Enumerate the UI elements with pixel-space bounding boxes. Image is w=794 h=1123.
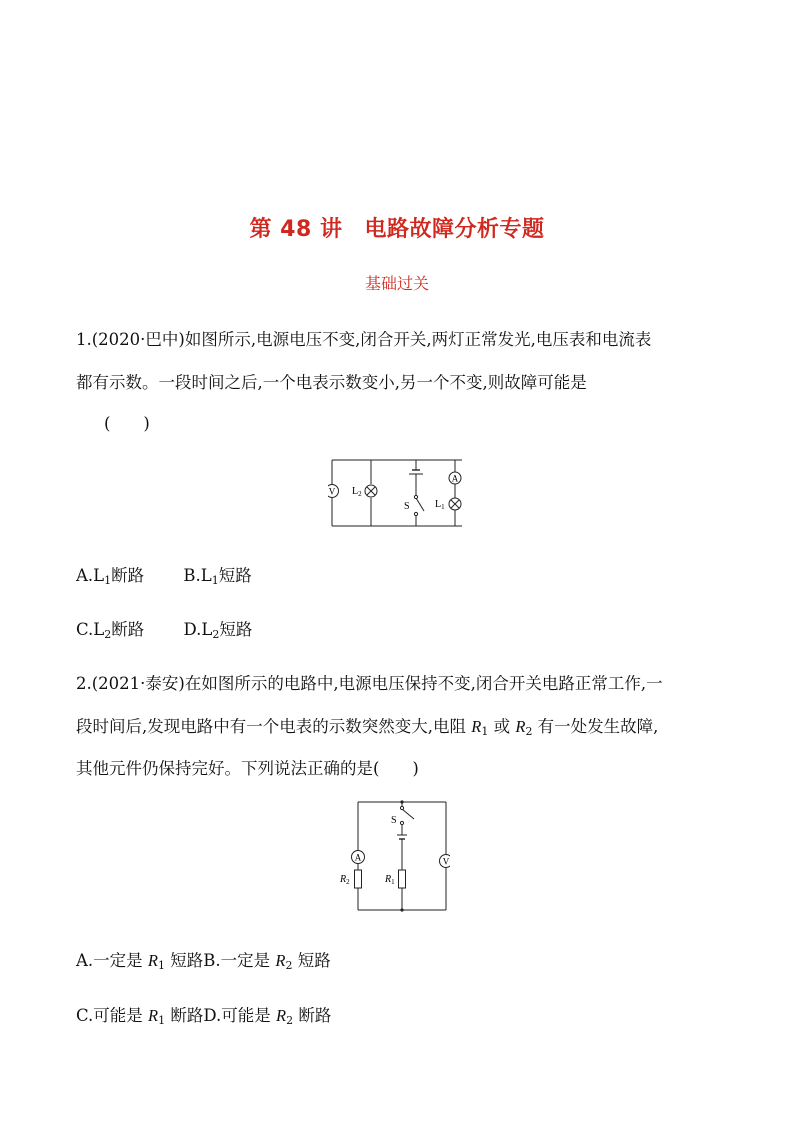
- q2-options-row1: [76, 947, 331, 971]
- q2-option-a[interactable]: A.一定是 $R_1$ 短路: [76, 951, 204, 972]
- q2-text-line1: 2.(2021·泰安)在如图所示的电路中,电源电压保持不变,闭合开关电路正常工作,一: [76, 674, 663, 693]
- q2-text-line2: 段时间后,发现电路中有一个电表的示数突然变大,电阻 $R_1$ 或 $R_2$ 有一处发生故障,: [76, 717, 659, 738]
- q2-options-row2: [76, 1002, 331, 1026]
- q1-text-line1: 1.(2020·巴中)如图所示,电源电压不变,闭合开关,两灯正常发光,电压表和电流表: [76, 330, 652, 349]
- q1-lamp2-label: $L_2$: [352, 486, 362, 498]
- lecture-number: 第 48 讲: [249, 217, 343, 242]
- q1-options-row2: [76, 616, 252, 640]
- q1-voltmeter-label: V: [328, 486, 336, 497]
- page-title: [0, 212, 794, 243]
- q2-voltmeter-label: V: [442, 856, 450, 867]
- q2-r1-label: $R_1$: [385, 874, 395, 886]
- section-heading: 基础过关: [364, 274, 429, 293]
- q2-option-d[interactable]: D.可能是 $R_2$ 断路: [203, 1006, 332, 1027]
- q2-option-b[interactable]: B.一定是 $R_2$ 短路: [203, 951, 331, 972]
- q1-option-d[interactable]: $D.L_2$短路: [183, 620, 253, 641]
- q2-option-c[interactable]: C.可能是 $R_1$ 断路: [76, 1006, 204, 1027]
- q1-option-b[interactable]: $B.L_1$短路: [183, 566, 252, 587]
- q2-circuit-diagram: [338, 797, 450, 915]
- q1-lamp1-label: $L_1$: [435, 499, 445, 511]
- q2-text-line3: 其他元件仍保持完好。下列说法正确的是( ): [76, 759, 419, 778]
- q2-r1-resistor: [399, 870, 406, 888]
- q1-circuit-diagram: [328, 456, 468, 530]
- q1-options-row1: [76, 562, 252, 586]
- q1-option-a[interactable]: $A.L_1$断路: [76, 566, 145, 587]
- q2-ammeter-label: A: [354, 852, 362, 863]
- lecture-topic: 电路故障分析专题: [364, 217, 545, 242]
- q2-r2-label: $R_2$: [340, 874, 350, 886]
- q1-ammeter-label: A: [451, 473, 459, 484]
- q1-answer-bracket: ( ): [104, 414, 150, 433]
- q2-r2-resistor: [355, 870, 362, 888]
- q2-switch-label: S: [391, 815, 397, 826]
- q1-text-line2: 都有示数。一段时间之后,一个电表示数变小,另一个不变,则故障可能是: [76, 373, 587, 392]
- q1-switch-label: S: [404, 501, 410, 512]
- q1-option-c[interactable]: $C.L_2$断路: [76, 620, 145, 641]
